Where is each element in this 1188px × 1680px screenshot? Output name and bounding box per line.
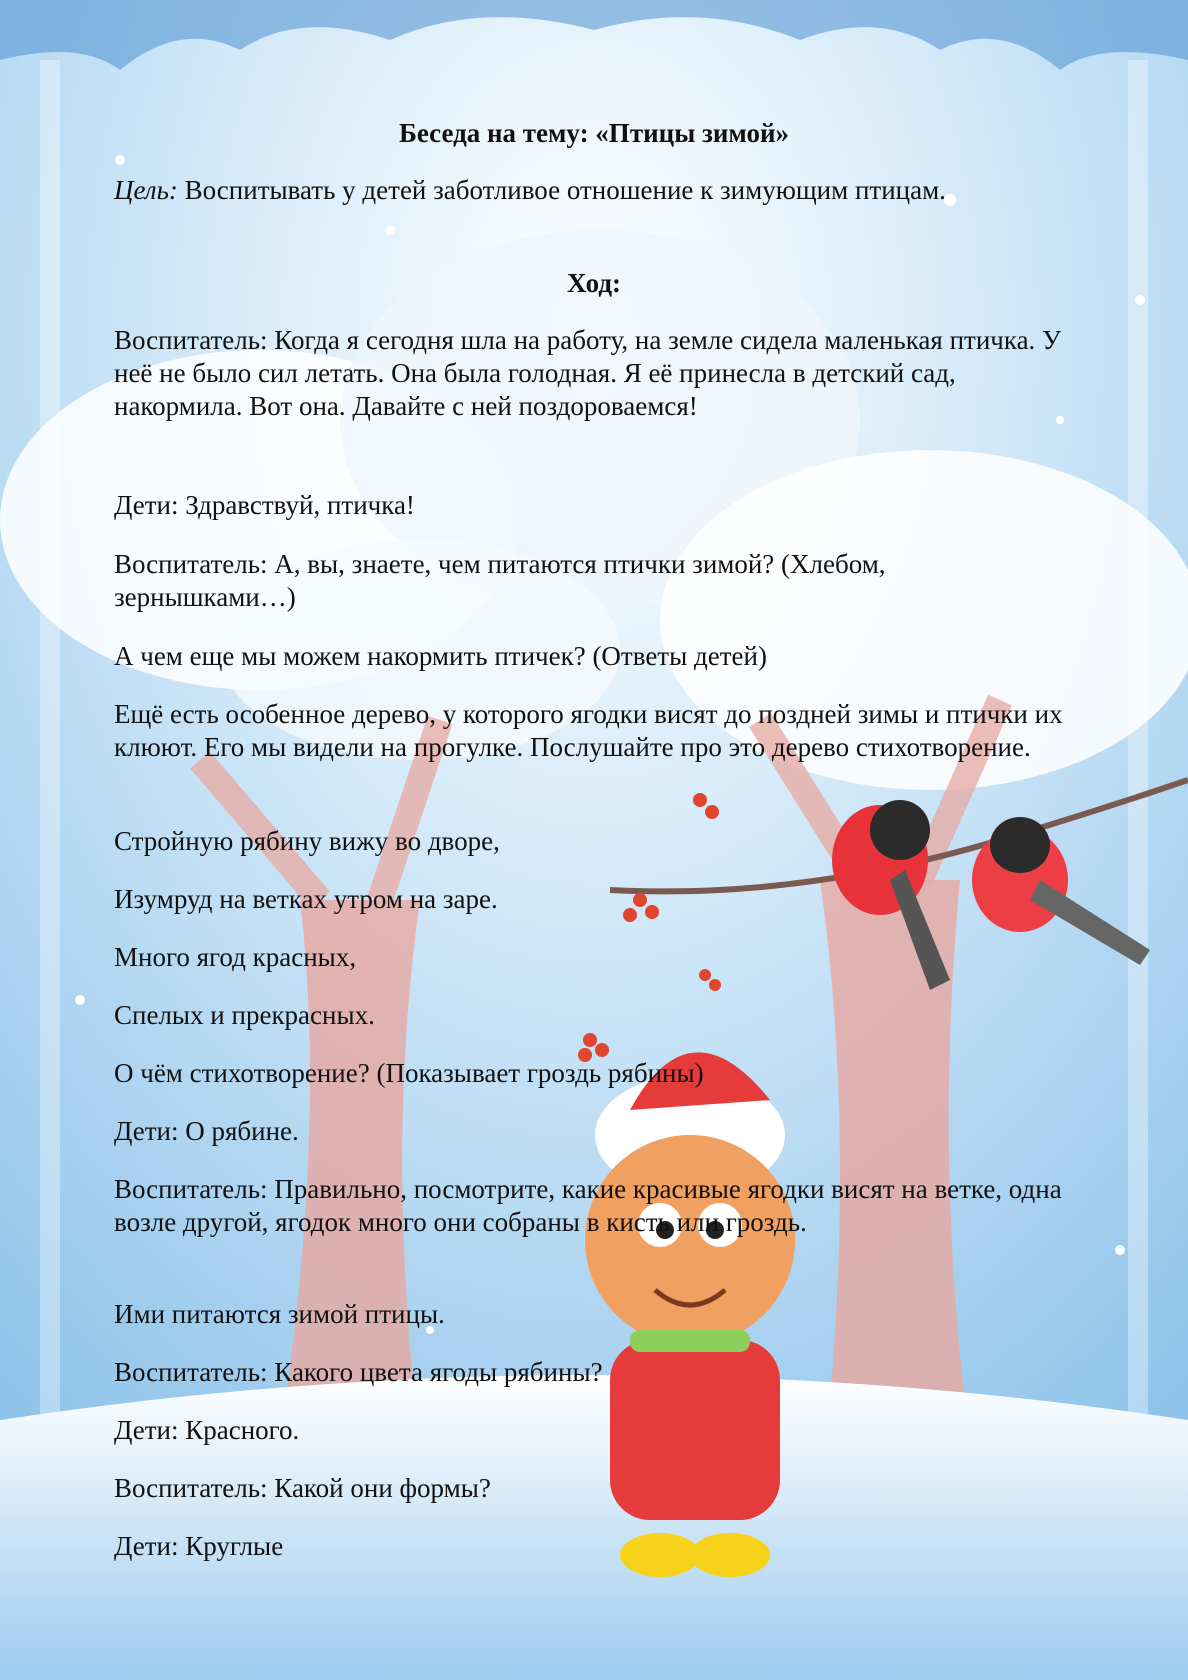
goal-paragraph	[114, 174, 1074, 207]
poem-line: Стройную рябину вижу во дворе,	[114, 826, 500, 856]
document-title: Беседа на тему: «Птицы зимой»	[398, 118, 790, 148]
paragraph: А чем еще мы можем накормить птичек? (Ответы детей)	[114, 641, 767, 671]
paragraph: Дети: О рябине.	[114, 1116, 299, 1146]
paragraph: Дети: Круглые	[114, 1531, 284, 1561]
paragraph: Воспитатель: Когда я сегодня шла на работу, на земле сидела маленькая птичка. У неё не было сил летать. Она была голодная. Я её принесла в детский сад, накормила. Вот она. Давайте с ней поздороваемся!	[114, 325, 1062, 421]
poem-line: Спелых и прекрасных.	[114, 1000, 375, 1030]
paragraph: Дети: Здравствуй, птичка!	[114, 490, 415, 520]
section-heading: Ход:	[566, 268, 622, 298]
paragraph: Ещё есть особенное дерево, у которого ягодки висят до поздней зимы и птички их клюют. Его мы видели на прогулке. Послушайте про это дерево стихотворение.	[114, 699, 1063, 762]
paragraph: Воспитатель: Какой они формы?	[114, 1473, 491, 1503]
poem-line: Изумруд на ветках утром на заре.	[114, 884, 498, 914]
paragraph: О чём стихотворение? (Показывает гроздь рябины)	[114, 1058, 704, 1088]
paragraph: Воспитатель: А, вы, знаете, чем питаются птички зимой? (Хлебом, зернышками…)	[114, 549, 886, 612]
paragraph: Воспитатель: Какого цвета ягоды рябины?	[114, 1357, 603, 1387]
goal-text: Воспитывать у детей заботливое отношение к зимующим птицам.	[184, 175, 946, 205]
paragraph: Ими питаются зимой птицы.	[114, 1299, 445, 1329]
poem-line: Много ягод красных,	[114, 942, 357, 972]
paragraph: Дети: Красного.	[114, 1415, 300, 1445]
goal-label: Цель:	[114, 175, 178, 205]
paragraph: Воспитатель: Правильно, посмотрите, какие красивые ягодки висят на ветке, одна возле другой, ягодок много они собраны в кисть или гроздь.	[114, 1174, 1062, 1237]
